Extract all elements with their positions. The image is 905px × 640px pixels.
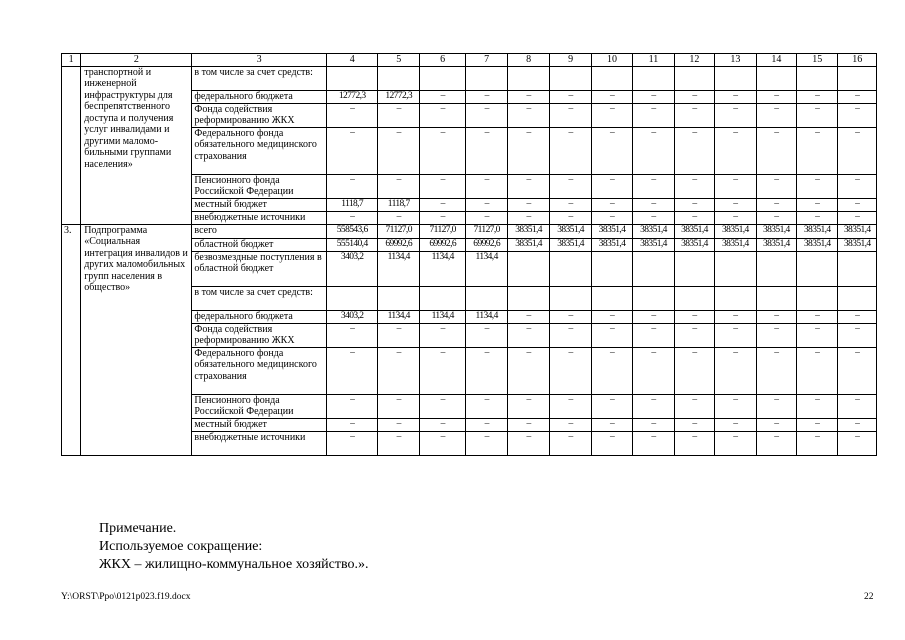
funding-source-label: федерального бюджета xyxy=(192,90,326,103)
value-cell: – xyxy=(756,323,796,347)
value-cell: 38351,4 xyxy=(633,238,674,251)
value-cell: – xyxy=(591,323,632,347)
value-cell: – xyxy=(419,174,466,198)
value-cell: – xyxy=(591,90,632,103)
value-cell: – xyxy=(674,198,714,211)
value-cell: – xyxy=(674,90,714,103)
value-cell: – xyxy=(715,347,756,394)
value-cell: 38351,4 xyxy=(797,238,838,251)
value-cell: – xyxy=(419,103,466,127)
value-cell xyxy=(550,286,591,310)
value-cell: – xyxy=(591,310,632,323)
value-cell: – xyxy=(550,103,591,127)
value-cell: – xyxy=(633,431,674,455)
value-cell xyxy=(838,66,877,90)
value-cell: 69992,6 xyxy=(466,238,507,251)
value-cell: – xyxy=(797,394,838,418)
value-cell: – xyxy=(633,211,674,224)
value-cell: – xyxy=(507,347,549,394)
value-cell: – xyxy=(466,347,507,394)
value-cell: 12772,3 xyxy=(326,90,378,103)
footer-file-path: Y:\ORST\Ppo\0121p023.f19.docx xyxy=(61,592,191,602)
budget-table xyxy=(61,53,877,456)
header-cell: 14 xyxy=(756,54,796,67)
value-cell: – xyxy=(550,394,591,418)
value-cell: – xyxy=(326,211,378,224)
value-cell: – xyxy=(378,211,419,224)
table-body xyxy=(62,54,877,456)
value-cell xyxy=(591,286,632,310)
value-cell: – xyxy=(838,310,877,323)
value-cell: – xyxy=(715,127,756,174)
funding-source-label: местный бюджет xyxy=(192,198,326,211)
footer-page-number: 22 xyxy=(864,592,874,602)
value-cell: 38351,4 xyxy=(507,238,549,251)
value-cell xyxy=(591,66,632,90)
value-cell: – xyxy=(550,211,591,224)
value-cell: 38351,4 xyxy=(797,224,838,238)
value-cell xyxy=(756,251,796,286)
value-cell: 3403,2 xyxy=(326,310,378,323)
header-cell: 1 xyxy=(62,54,81,67)
header-cell: 11 xyxy=(633,54,674,67)
value-cell xyxy=(507,66,549,90)
value-cell: – xyxy=(378,174,419,198)
value-cell: – xyxy=(378,431,419,455)
value-cell: 38351,4 xyxy=(591,224,632,238)
value-cell: – xyxy=(466,323,507,347)
value-cell: – xyxy=(838,323,877,347)
value-cell: 1134,4 xyxy=(466,310,507,323)
value-cell: – xyxy=(591,211,632,224)
value-cell: – xyxy=(550,90,591,103)
value-cell: – xyxy=(507,323,549,347)
value-cell: – xyxy=(378,394,419,418)
value-cell: 555140,4 xyxy=(326,238,378,251)
note-line-2: ЖКХ – жилищно-коммунальное хозяйство.». xyxy=(99,557,369,572)
header-cell: 2 xyxy=(81,54,192,67)
value-cell: – xyxy=(838,394,877,418)
value-cell: 38351,4 xyxy=(591,238,632,251)
value-cell: 38351,4 xyxy=(715,224,756,238)
value-cell: – xyxy=(633,174,674,198)
value-cell: – xyxy=(591,103,632,127)
value-cell: 558543,6 xyxy=(326,224,378,238)
value-cell: – xyxy=(466,174,507,198)
value-cell: 1134,4 xyxy=(419,310,466,323)
program-name-cell: транспортной и инженерной инфраструктуры для беспрепятственного доступа и получения услуг инвалидами и другими маломо-бильными группами населения» xyxy=(81,66,192,224)
value-cell: – xyxy=(756,431,796,455)
value-cell: 38351,4 xyxy=(715,238,756,251)
value-cell: 38351,4 xyxy=(838,224,877,238)
value-cell: – xyxy=(326,103,378,127)
value-cell: – xyxy=(326,174,378,198)
value-cell: – xyxy=(378,323,419,347)
value-cell: – xyxy=(797,347,838,394)
value-cell: 71127,0 xyxy=(378,224,419,238)
value-cell: 3403,2 xyxy=(326,251,378,286)
value-cell: – xyxy=(633,310,674,323)
value-cell: – xyxy=(378,127,419,174)
funding-source-label: Пенсионного фонда Российской Федерации xyxy=(192,394,326,418)
value-cell: – xyxy=(756,347,796,394)
value-cell: – xyxy=(633,198,674,211)
value-cell: 1134,4 xyxy=(419,251,466,286)
value-cell: – xyxy=(715,103,756,127)
value-cell: – xyxy=(633,90,674,103)
value-cell: – xyxy=(715,174,756,198)
value-cell xyxy=(378,286,419,310)
header-cell: 4 xyxy=(326,54,378,67)
value-cell: – xyxy=(507,90,549,103)
value-cell: – xyxy=(633,127,674,174)
header-cell: 13 xyxy=(715,54,756,67)
value-cell: – xyxy=(419,418,466,431)
program-name-cell: Подпрограмма «Социальная интеграция инвалидов и других маломобильных групп населения в общество» xyxy=(81,224,192,455)
value-cell: – xyxy=(838,211,877,224)
value-cell: – xyxy=(466,394,507,418)
value-cell xyxy=(633,251,674,286)
value-cell: – xyxy=(838,198,877,211)
value-cell: 38351,4 xyxy=(633,224,674,238)
value-cell: – xyxy=(550,323,591,347)
funding-source-label: Федерального фонда обязательного медицинского страхования xyxy=(192,347,326,394)
value-cell: – xyxy=(466,103,507,127)
value-cell: 69992,6 xyxy=(378,238,419,251)
value-cell xyxy=(756,66,796,90)
value-cell: – xyxy=(838,347,877,394)
value-cell: – xyxy=(550,198,591,211)
value-cell xyxy=(550,251,591,286)
value-cell: – xyxy=(838,418,877,431)
value-cell: – xyxy=(797,431,838,455)
value-cell: – xyxy=(419,394,466,418)
value-cell xyxy=(591,251,632,286)
value-cell: 38351,4 xyxy=(756,224,796,238)
value-cell: – xyxy=(507,127,549,174)
value-cell: – xyxy=(715,310,756,323)
value-cell: – xyxy=(419,211,466,224)
value-cell: – xyxy=(674,418,714,431)
value-cell: – xyxy=(419,347,466,394)
value-cell: 71127,0 xyxy=(466,224,507,238)
header-cell: 6 xyxy=(419,54,466,67)
value-cell xyxy=(797,286,838,310)
value-cell xyxy=(715,286,756,310)
value-cell xyxy=(674,286,714,310)
value-cell: – xyxy=(419,198,466,211)
value-cell: – xyxy=(674,323,714,347)
funding-source-label: внебюджетные источники xyxy=(192,431,326,455)
value-cell xyxy=(838,251,877,286)
value-cell xyxy=(466,286,507,310)
value-cell: – xyxy=(507,198,549,211)
value-cell: – xyxy=(797,174,838,198)
header-cell: 9 xyxy=(550,54,591,67)
value-cell: – xyxy=(507,211,549,224)
value-cell: 1134,4 xyxy=(378,251,419,286)
value-cell: – xyxy=(674,127,714,174)
value-cell: – xyxy=(326,323,378,347)
header-row xyxy=(62,54,877,67)
funding-source-label: областной бюджет xyxy=(192,238,326,251)
value-cell: – xyxy=(756,211,796,224)
value-cell: 38351,4 xyxy=(507,224,549,238)
value-cell xyxy=(674,66,714,90)
value-cell: – xyxy=(674,211,714,224)
value-cell: – xyxy=(797,127,838,174)
header-cell: 8 xyxy=(507,54,549,67)
note-title: Примечание. xyxy=(99,521,177,536)
value-cell: 38351,4 xyxy=(674,224,714,238)
value-cell: – xyxy=(674,103,714,127)
value-cell: – xyxy=(838,127,877,174)
value-cell: – xyxy=(674,394,714,418)
value-cell xyxy=(507,251,549,286)
value-cell xyxy=(797,251,838,286)
value-cell: – xyxy=(466,431,507,455)
header-cell: 16 xyxy=(838,54,877,67)
value-cell: – xyxy=(797,323,838,347)
value-cell: – xyxy=(633,347,674,394)
value-cell: – xyxy=(507,431,549,455)
value-cell xyxy=(715,66,756,90)
header-cell: 5 xyxy=(378,54,419,67)
value-cell: 69992,6 xyxy=(419,238,466,251)
value-cell: – xyxy=(797,90,838,103)
value-cell xyxy=(838,286,877,310)
value-cell: – xyxy=(550,127,591,174)
value-cell: – xyxy=(715,418,756,431)
funding-source-label: федерального бюджета xyxy=(192,310,326,323)
value-cell xyxy=(378,66,419,90)
value-cell: – xyxy=(674,431,714,455)
value-cell: – xyxy=(674,310,714,323)
value-cell: – xyxy=(756,394,796,418)
value-cell xyxy=(419,66,466,90)
value-cell: – xyxy=(756,127,796,174)
value-cell: – xyxy=(674,174,714,198)
value-cell xyxy=(550,66,591,90)
value-cell: – xyxy=(466,198,507,211)
funding-source-label: Фонда содействия реформированию ЖКХ xyxy=(192,103,326,127)
header-cell: 7 xyxy=(466,54,507,67)
value-cell: 1134,4 xyxy=(378,310,419,323)
value-cell: – xyxy=(633,418,674,431)
funding-source-label: местный бюджет xyxy=(192,418,326,431)
value-cell: 12772,3 xyxy=(378,90,419,103)
value-cell xyxy=(633,66,674,90)
value-cell xyxy=(756,286,796,310)
value-cell: 1118,7 xyxy=(326,198,378,211)
row-number-cell xyxy=(62,66,81,224)
funding-source-label: Фонда содействия реформированию ЖКХ xyxy=(192,323,326,347)
header-cell: 3 xyxy=(192,54,326,67)
value-cell: – xyxy=(797,310,838,323)
value-cell xyxy=(715,251,756,286)
value-cell xyxy=(419,286,466,310)
value-cell: – xyxy=(591,174,632,198)
value-cell: – xyxy=(591,198,632,211)
value-cell xyxy=(326,66,378,90)
value-cell: – xyxy=(507,418,549,431)
value-cell: – xyxy=(756,310,796,323)
value-cell: – xyxy=(633,103,674,127)
value-cell: – xyxy=(419,90,466,103)
value-cell: – xyxy=(378,103,419,127)
value-cell xyxy=(466,66,507,90)
value-cell: – xyxy=(797,103,838,127)
value-cell: – xyxy=(507,310,549,323)
value-cell: – xyxy=(838,174,877,198)
value-cell: 38351,4 xyxy=(550,224,591,238)
value-cell: – xyxy=(797,198,838,211)
funding-source-label: внебюджетные источники xyxy=(192,211,326,224)
value-cell: – xyxy=(326,431,378,455)
value-cell: – xyxy=(466,211,507,224)
value-cell: – xyxy=(756,198,796,211)
value-cell: – xyxy=(591,347,632,394)
value-cell: – xyxy=(326,127,378,174)
value-cell: 71127,0 xyxy=(419,224,466,238)
value-cell xyxy=(507,286,549,310)
value-cell: – xyxy=(715,211,756,224)
value-cell: – xyxy=(756,103,796,127)
value-cell: – xyxy=(419,323,466,347)
funding-source-label: всего xyxy=(192,224,326,238)
note-line-1: Используемое сокращение: xyxy=(99,539,263,554)
funding-source-label: безвозмездные поступления в областной бюджет xyxy=(192,251,326,286)
value-cell: – xyxy=(466,127,507,174)
value-cell: – xyxy=(715,394,756,418)
value-cell: – xyxy=(756,174,796,198)
value-cell: – xyxy=(326,394,378,418)
table-row xyxy=(62,66,877,90)
value-cell: – xyxy=(419,431,466,455)
value-cell: – xyxy=(715,198,756,211)
value-cell: – xyxy=(838,431,877,455)
value-cell: – xyxy=(591,127,632,174)
value-cell: – xyxy=(756,418,796,431)
value-cell: – xyxy=(507,394,549,418)
funding-source-label: в том числе за счет средств: xyxy=(192,66,326,90)
value-cell: – xyxy=(797,211,838,224)
value-cell: – xyxy=(378,347,419,394)
header-cell: 12 xyxy=(674,54,714,67)
value-cell: – xyxy=(838,103,877,127)
value-cell: – xyxy=(550,347,591,394)
value-cell: – xyxy=(466,90,507,103)
value-cell: 38351,4 xyxy=(756,238,796,251)
value-cell: 38351,4 xyxy=(674,238,714,251)
value-cell: – xyxy=(550,174,591,198)
value-cell xyxy=(326,286,378,310)
value-cell: – xyxy=(507,103,549,127)
value-cell: – xyxy=(419,127,466,174)
value-cell: – xyxy=(674,347,714,394)
value-cell: – xyxy=(633,323,674,347)
header-cell: 10 xyxy=(591,54,632,67)
funding-source-label: Пенсионного фонда Российской Федерации xyxy=(192,174,326,198)
value-cell: – xyxy=(591,418,632,431)
table-row xyxy=(62,224,877,238)
value-cell xyxy=(797,66,838,90)
value-cell: 38351,4 xyxy=(550,238,591,251)
value-cell: – xyxy=(715,323,756,347)
value-cell: 1134,4 xyxy=(466,251,507,286)
note-block xyxy=(99,520,368,574)
value-cell xyxy=(633,286,674,310)
value-cell: – xyxy=(550,418,591,431)
value-cell: – xyxy=(378,418,419,431)
value-cell: – xyxy=(591,431,632,455)
value-cell: – xyxy=(591,394,632,418)
value-cell: – xyxy=(326,418,378,431)
value-cell xyxy=(674,251,714,286)
value-cell: – xyxy=(507,174,549,198)
value-cell: 1118,7 xyxy=(378,198,419,211)
funding-source-label: Федерального фонда обязательного медицинского страхования xyxy=(192,127,326,174)
value-cell: – xyxy=(715,90,756,103)
value-cell: – xyxy=(797,418,838,431)
value-cell: 38351,4 xyxy=(838,238,877,251)
value-cell: – xyxy=(756,90,796,103)
value-cell: – xyxy=(550,431,591,455)
header-cell: 15 xyxy=(797,54,838,67)
value-cell: – xyxy=(715,431,756,455)
value-cell: – xyxy=(550,310,591,323)
value-cell: – xyxy=(838,90,877,103)
value-cell: – xyxy=(466,418,507,431)
row-number-cell: 3. xyxy=(62,224,81,455)
value-cell: – xyxy=(326,347,378,394)
value-cell: – xyxy=(633,394,674,418)
funding-source-label: в том числе за счет средств: xyxy=(192,286,326,310)
